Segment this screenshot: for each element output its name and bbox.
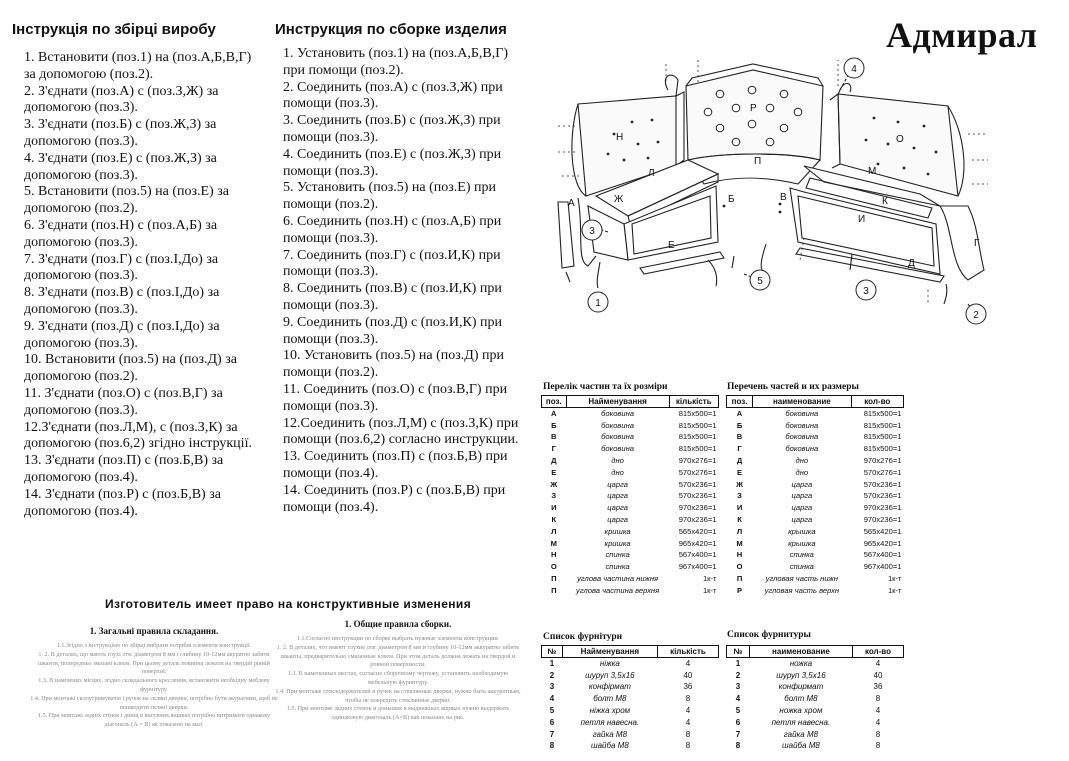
table-cell: 1к-т xyxy=(887,574,902,584)
table-row xyxy=(542,681,719,693)
hw-ua-title: Список фурнітури xyxy=(543,632,623,642)
table-row xyxy=(542,728,719,740)
table-cell: Г xyxy=(737,444,742,454)
table-cell: угловая часть верхн xyxy=(764,585,840,595)
table-row xyxy=(542,455,719,467)
diagram-letter-G: Г xyxy=(974,238,980,249)
heading-ua: Інструкція по збірці виробу xyxy=(12,21,216,38)
table-cell: царга xyxy=(607,503,628,513)
table-cell: боковина xyxy=(601,409,635,419)
step-ua-10: 10. Встановити (поз.5) на (поз.Д) за допомогою (поз.2). xyxy=(24,352,237,385)
table-row xyxy=(727,537,904,549)
table-cell: дно xyxy=(795,456,809,466)
callout-5: 5 xyxy=(757,276,763,287)
step-ua-14: 14. З'єднати (поз.Р) с (поз.Б,В) за допомогою (поз.4). xyxy=(24,486,221,519)
table-cell: 4 xyxy=(685,706,691,716)
table-row xyxy=(727,658,904,670)
steps-ua xyxy=(24,50,260,520)
table-cell: 965х420=1 xyxy=(863,538,902,548)
column-header: наименование xyxy=(749,646,852,658)
table-cell: Р xyxy=(737,585,743,595)
step-ru-9: 9. Соединить (поз.Д) с (поз.И,К) при помощи (поз.3). xyxy=(283,314,503,347)
table-cell: 570х276=1 xyxy=(678,467,717,477)
table-cell: конфірмат xyxy=(588,682,631,692)
table-cell: углова частина нижня xyxy=(577,574,659,584)
step-ua-8: 8. З'єднати (поз.В) с (поз.І,До) за допомогою (поз.3). xyxy=(24,285,220,317)
table-cell: дно xyxy=(611,467,624,477)
table-cell: 1к-т xyxy=(702,585,717,595)
table-row xyxy=(542,705,719,717)
table-row xyxy=(542,443,719,455)
table-cell: кришка xyxy=(604,526,631,536)
step-ua-9: 9. З'єднати (поз.Д) с (поз.І,До) за допомогою (поз.3). xyxy=(24,318,220,351)
rules-ru-list xyxy=(274,635,522,723)
table-cell: шуруп 3,5х16 xyxy=(585,670,635,680)
table-cell: 4 xyxy=(735,694,741,704)
column-header: поз. xyxy=(542,396,567,408)
table-cell: Ж xyxy=(736,479,743,489)
step-ua-6: 6. З'єднати (поз.Н) с (поз.А,Б) за допомогою (поз.3). xyxy=(24,217,218,250)
table-cell: 815х500=1 xyxy=(863,432,902,442)
rule-line: 1.3. В намеченных местах, согласно сборочному чертежу, установить необходимую мебельную фурнитуру. xyxy=(287,670,509,686)
table-cell: З xyxy=(737,491,742,501)
table-row xyxy=(542,466,719,478)
table-row xyxy=(727,728,904,740)
diagram-letter-D: Д xyxy=(908,258,915,269)
step-ru-7: 7. Соединить (поз.Г) с (поз.И,К) при помощи (поз.3). xyxy=(283,247,501,280)
table-row xyxy=(542,478,719,490)
table-cell: 570х236=1 xyxy=(863,479,902,489)
step-ua-13: 13. З'єднати (поз.П) с (поз.Б,В) за допомогою (поз.4). xyxy=(24,453,224,485)
table-row xyxy=(542,502,719,514)
table-row xyxy=(542,537,719,549)
table-cell: К xyxy=(737,515,742,525)
table-row xyxy=(727,716,904,728)
table-cell: 4 xyxy=(685,717,691,727)
heading-ru: Инструкция по сборке изделия xyxy=(275,21,507,38)
column-header: Найменування xyxy=(566,396,669,408)
step-ru-2: 2. Соединить (поз.А) с (поз.З,Ж) при помощи (поз.3). xyxy=(283,79,503,112)
table-cell: 8 xyxy=(685,741,691,751)
table-row xyxy=(542,525,719,537)
table-cell: 815х500=1 xyxy=(678,444,717,454)
callout-3-right: 3 xyxy=(863,286,869,297)
table-cell: крышка xyxy=(788,538,816,548)
callout-4: 4 xyxy=(851,64,857,75)
table-cell: 40 xyxy=(873,670,883,680)
table-cell: 970х236=1 xyxy=(678,515,717,525)
column-header: № xyxy=(727,646,750,658)
steps-ru xyxy=(283,46,528,516)
table-cell: 967х400=1 xyxy=(678,562,717,572)
rights-note: Изготовитель имеет право на конструктивные изменения xyxy=(105,597,472,611)
table-row xyxy=(727,408,904,420)
table-row xyxy=(542,573,719,585)
table-row xyxy=(727,490,904,502)
step-ru-4: 4. Соединить (поз.Е) с (поз.Ж,З) при помощи (поз.3). xyxy=(283,146,502,179)
table-row xyxy=(542,549,719,561)
table-cell: 567х400=1 xyxy=(678,550,717,560)
table-cell: дно xyxy=(795,467,809,477)
table-cell: 570х236=1 xyxy=(863,491,902,501)
step-ru-10: 10. Установить (поз.5) на (поз.Д) при помощи (поз.2). xyxy=(283,348,504,381)
table-cell: боковина xyxy=(601,444,635,454)
table-cell: царга xyxy=(791,479,813,489)
diagram-letter-M: М xyxy=(868,166,877,177)
table-row xyxy=(727,740,904,752)
diagram-letter-R: Р xyxy=(750,103,757,114)
rules-ru xyxy=(274,619,522,723)
table-row xyxy=(727,525,904,537)
table-cell: Б xyxy=(551,420,557,430)
table-cell: Д xyxy=(736,456,743,466)
table-cell: 8 xyxy=(685,694,691,704)
step-ru-3: 3. Соединить (поз.Б) с (поз.Ж,З) при помощи (поз.3). xyxy=(283,113,501,145)
table-cell: кришка xyxy=(604,538,631,548)
table-row xyxy=(727,705,904,717)
step-ua-5: 5. Встановити (поз.5) на (поз.Е) за допомогою (поз.2). xyxy=(24,184,229,217)
table-row xyxy=(542,740,719,752)
table-cell: 1 xyxy=(735,659,741,669)
table-cell: боковина xyxy=(785,420,819,430)
table-cell: Е xyxy=(551,467,557,477)
table-cell: конфирмат xyxy=(778,682,824,692)
step-ua-11: 11. З'єднати (поз.О) с (поз.В,Г) за допомогою (поз.3). xyxy=(24,385,223,418)
table-cell: 8 xyxy=(875,694,881,704)
table-row xyxy=(542,490,719,502)
table-cell: 970х236=1 xyxy=(678,503,717,513)
column-header: наименование xyxy=(753,396,851,408)
table-cell: боковина xyxy=(601,420,635,430)
rule-line: 1.1.Согласно инструкции по сборке выбрать нужные элементы конструкции. xyxy=(296,635,500,642)
table-cell: царга xyxy=(607,491,628,501)
table-cell: П xyxy=(551,585,557,595)
diagram-letter-P: П xyxy=(754,156,762,167)
table-cell: 4 xyxy=(875,706,881,716)
table-row xyxy=(727,478,904,490)
table-cell: Н xyxy=(736,550,743,560)
table-cell: спинка xyxy=(605,562,630,572)
table-row xyxy=(727,455,904,467)
table-cell: 815х500=1 xyxy=(678,420,717,430)
table-row xyxy=(542,514,719,526)
table-cell: 815х500=1 xyxy=(678,432,717,442)
table-cell: спинка xyxy=(789,562,814,572)
table-cell: 565х420=1 xyxy=(863,526,902,536)
table-cell: шайба М8 xyxy=(782,741,820,751)
table-row xyxy=(727,514,904,526)
table-cell: А xyxy=(551,409,557,419)
step-ru-6: 6. Соединить (поз.Н) с (поз.А,Б) при помощи (поз.3). xyxy=(283,213,502,246)
table-row xyxy=(542,584,719,596)
table-cell: 3 xyxy=(549,682,555,692)
column-header: кількість xyxy=(657,646,718,658)
diagram-letter-B: Б xyxy=(728,194,735,205)
table-cell: царга xyxy=(607,515,628,525)
table-cell: петля навесна. xyxy=(771,717,831,727)
table-cell: 36 xyxy=(873,682,883,692)
table-cell: 4 xyxy=(875,717,881,727)
hardware-table-ru xyxy=(726,645,904,752)
table-cell: гайка М8 xyxy=(592,729,628,739)
table-cell: 2 xyxy=(549,670,555,680)
table-row xyxy=(727,466,904,478)
rule-line: 1.5. При монтаже задних стенок и донышек в выдвижных ящиках нужно выдержать одинаковую диагональ (А=В) как показано на рис. xyxy=(286,705,510,722)
table-cell: крышка xyxy=(788,526,816,536)
assembly-diagram xyxy=(548,56,998,328)
step-ru-14: 14. Соединить (поз.Р) с (поз.Б,В) при помощи (поз.4). xyxy=(283,482,506,515)
table-cell: царга xyxy=(791,491,813,501)
table-cell: 970х276=1 xyxy=(863,456,902,466)
table-cell: О xyxy=(550,562,557,572)
step-ua-2: 2. З'єднати (поз.А) с (поз.З,Ж) за допомогою (поз.3). xyxy=(24,83,219,116)
table-cell: боковина xyxy=(785,444,819,454)
hw-ru-title: Список фурнитуры xyxy=(727,630,811,640)
table-row xyxy=(727,584,904,596)
table-cell: 8 xyxy=(549,741,555,751)
table-cell: 815х500=1 xyxy=(863,420,902,430)
column-header: кол-во xyxy=(851,396,903,408)
table-cell: 970х236=1 xyxy=(863,515,902,525)
step-ru-8: 8. Соединить (поз.В) с (поз.И,К) при помощи (поз.3). xyxy=(283,281,502,313)
column-header: поз. xyxy=(727,396,753,408)
table-cell: шайба М8 xyxy=(590,741,629,751)
table-header-row xyxy=(727,646,904,658)
table-cell: 967х400=1 xyxy=(863,562,902,572)
table-cell: 4 xyxy=(875,659,881,669)
step-ru-13: 13. Соединить (поз.П) с (поз.Б,В) при помощи (поз.4). xyxy=(283,449,508,481)
brand-title: Адмирал xyxy=(886,15,1038,55)
table-row xyxy=(542,693,719,705)
table-cell: спинка xyxy=(789,550,814,560)
table-cell: В xyxy=(551,432,557,442)
table-cell: 5 xyxy=(735,706,741,716)
table-cell: 4 xyxy=(549,694,555,704)
table-cell: 1к-т xyxy=(887,585,902,595)
table-row xyxy=(727,502,904,514)
table-cell: 815х500=1 xyxy=(863,409,902,419)
callout-2: 2 xyxy=(973,310,979,321)
parts-table-ua xyxy=(541,395,719,596)
rules-ua xyxy=(30,626,278,730)
rules-ua-list xyxy=(30,642,278,730)
diagram-letter-E: Е xyxy=(668,240,675,251)
table-cell: 4 xyxy=(685,659,691,669)
rule-line: 1.3. В намічених місцях, згідно складального креслення, встановити необхідну меблеву фурнітуру. xyxy=(38,677,270,693)
rule-line: 1.1.Згідно з інструкцією по збірці вибрати потрібні елементи конструкції. xyxy=(56,642,252,649)
table-cell: петля навесна. xyxy=(580,717,640,727)
table-cell: П xyxy=(736,574,743,584)
diagram-letter-I: И xyxy=(858,214,866,225)
column-header: кол-во xyxy=(852,646,903,658)
table-cell: болт М8 xyxy=(593,694,627,704)
table-cell: 8 xyxy=(875,729,881,739)
table-cell: 570х236=1 xyxy=(678,479,717,489)
step-ru-11: 11. Соединить (поз.О) с (поз.В,Г) при помощи (поз.3). xyxy=(283,381,508,414)
table-cell: царга xyxy=(607,479,628,489)
table-row xyxy=(542,658,719,670)
table-cell: З xyxy=(551,491,557,501)
table-header-row xyxy=(542,396,719,408)
table-cell: В xyxy=(736,432,743,442)
table-row xyxy=(727,419,904,431)
table-row xyxy=(542,716,719,728)
rule-line: 1. 2. В деталях, що мають глухі отв. діаметром 8 мм і глибину 10-12мм акуратно забити шканти, попередньо змазані клеєм. При цьому деталь повинна лежати на твердій рівній поверхні. xyxy=(38,650,270,676)
diagram-letter-K: К xyxy=(882,196,888,207)
table-cell: 970х276=1 xyxy=(678,456,717,466)
step-ua-1: 1. Встановити (поз.1) на (поз.А,Б,В,Г) за допомогою (поз.2). xyxy=(24,50,252,82)
table-cell: А xyxy=(736,409,743,419)
parts-ru-title: Перечень частей и их размеры xyxy=(727,382,859,392)
table-cell: 567х400=1 xyxy=(863,550,902,560)
rule-line: 1.4. При монтажі склоутримувачів і ручок на скляні дверки, потрібно бути акуратним, щоб не пошкодити скляні дверки. xyxy=(30,694,278,711)
table-cell: дно xyxy=(611,456,624,466)
rule-line: 1. 2. В деталях, что имеют глухие отв. диаметром 8 мм и глубину 10-12мм аккуратно забить шканты, предварительно смазанные клеем. При этом деталь должна лежать на твердой и ровной поверхности. xyxy=(276,643,520,669)
table-row xyxy=(727,549,904,561)
callout-1: 1 xyxy=(595,298,601,309)
table-cell: углова частина верхня xyxy=(576,585,660,595)
table-cell: 8 xyxy=(875,741,881,751)
table-row xyxy=(727,443,904,455)
diagram-letter-L: Л xyxy=(648,168,655,179)
table-cell: 1к-т xyxy=(702,574,717,584)
table-cell: 8 xyxy=(685,729,691,739)
column-header: № xyxy=(542,646,563,658)
table-row xyxy=(542,408,719,420)
table-cell: Е xyxy=(737,467,743,477)
table-cell: 3 xyxy=(735,682,741,692)
table-cell: 570х236=1 xyxy=(678,491,717,501)
table-cell: ножка xyxy=(789,659,813,669)
table-cell: ножка хром xyxy=(779,706,823,716)
rule-line: 1.4. При монтаже стеклодержателей и ручек на стеклянные дверки, нужно быть аккуратным, чтобы не повредить стеклянные дверки. xyxy=(275,687,521,704)
parts-table-ru xyxy=(726,395,904,596)
table-cell: 970х236=1 xyxy=(863,503,902,513)
table-cell: угловая часть нижн xyxy=(765,574,838,584)
step-ru-1: 1. Установить (поз.1) на (поз.А,Б,В,Г) при помощи (поз.2). xyxy=(283,46,509,78)
table-cell: П xyxy=(551,574,557,584)
table-cell: Б xyxy=(736,420,743,430)
table-cell: боковина xyxy=(785,409,819,419)
table-cell: болт М8 xyxy=(784,694,818,704)
table-cell: 570х276=1 xyxy=(863,467,902,477)
table-cell: 5 xyxy=(549,706,555,716)
table-row xyxy=(542,431,719,443)
table-row xyxy=(727,573,904,585)
table-cell: гайка М8 xyxy=(783,729,819,739)
table-cell: 815х500=1 xyxy=(863,444,902,454)
table-cell: Ж xyxy=(550,479,558,489)
table-cell: 40 xyxy=(683,670,693,680)
diagram-letter-Zh: Ж xyxy=(614,194,624,205)
table-cell: ніжка xyxy=(599,659,620,669)
table-cell: Л xyxy=(736,526,743,536)
table-cell: М xyxy=(736,538,743,548)
table-cell: И xyxy=(551,503,557,513)
table-row xyxy=(727,681,904,693)
table-row xyxy=(542,669,719,681)
table-cell: спинка xyxy=(605,550,630,560)
table-cell: царга xyxy=(791,515,813,525)
table-row xyxy=(542,419,719,431)
table-cell: ніжка хром xyxy=(589,706,631,716)
table-cell: Н xyxy=(551,550,557,560)
step-ua-7: 7. З'єднати (поз.Г) с (поз.І,До) за допомогою (поз.3). xyxy=(24,251,219,284)
callout-3-left: 3 xyxy=(589,226,595,237)
table-cell: 6 xyxy=(549,717,555,727)
table-row xyxy=(727,561,904,573)
table-cell: 1 xyxy=(549,659,555,669)
table-row xyxy=(727,431,904,443)
column-header: кількість xyxy=(669,396,718,408)
table-header-row xyxy=(727,396,904,408)
step-ru-5: 5. Установить (поз.5) на (поз.Е) при помощи (поз.2). xyxy=(283,180,496,213)
step-ua-3: 3. З'єднати (поз.Б) с (поз.Ж,З) за допомогою (поз.3). xyxy=(24,117,217,149)
table-cell: 36 xyxy=(683,682,693,692)
table-cell: И xyxy=(736,503,743,513)
table-cell: О xyxy=(736,562,743,572)
table-cell: Г xyxy=(551,444,556,454)
table-cell: 6 xyxy=(735,717,741,727)
table-cell: 965х420=1 xyxy=(678,538,717,548)
hardware-table-ua xyxy=(541,645,719,752)
table-cell: 2 xyxy=(735,670,741,680)
table-cell: М xyxy=(550,538,557,548)
table-cell: царга xyxy=(791,503,813,513)
table-cell: Д xyxy=(551,456,557,466)
parts-ua-title: Перелік частин та їх розміри xyxy=(543,382,668,392)
table-cell: 565х420=1 xyxy=(678,526,717,536)
column-header: Найменування xyxy=(562,646,657,658)
table-cell: 815х500=1 xyxy=(678,409,717,419)
step-ru-12: 12.Соединить (поз.Л,М) с (поз.З,К) при помощи (поз.6,2) согласно инструкции. xyxy=(283,415,519,448)
table-cell: 8 xyxy=(735,741,741,751)
table-cell: боковина xyxy=(601,432,635,442)
rule-line: 1.5. При монтажі задніх стінок і днищ в висувних ящиках потрібно витримати однакову діагональ (А = В) як показано на мал. xyxy=(37,712,271,729)
diagram-letter-V: В xyxy=(780,192,787,203)
table-cell: 7 xyxy=(735,729,741,739)
table-cell: Л xyxy=(551,526,557,536)
step-ua-4: 4. З'єднати (поз.Е) с (поз.Ж,З) за допомогою (поз.3). xyxy=(24,150,217,183)
diagram-letter-A: А xyxy=(568,198,575,209)
diagram-letter-N: Н xyxy=(616,132,624,143)
step-ua-12: 12.З'єднати (поз.Л,М), с (поз.З,К) за допомогою (поз.6,2) згідно інструкції. xyxy=(24,419,252,452)
rules-ru-title: 1. Общие правила сборки. xyxy=(344,619,452,629)
table-row xyxy=(542,561,719,573)
table-cell: К xyxy=(551,515,557,525)
diagram-letter-O: О xyxy=(896,134,904,145)
rules-ua-title: 1. Загальні правила складання. xyxy=(89,626,219,636)
table-row xyxy=(727,693,904,705)
table-header-row xyxy=(542,646,719,658)
table-cell: 7 xyxy=(549,729,555,739)
table-cell: боковина xyxy=(785,432,819,442)
table-cell: шуруп 3,5х16 xyxy=(776,670,826,680)
table-row xyxy=(727,669,904,681)
